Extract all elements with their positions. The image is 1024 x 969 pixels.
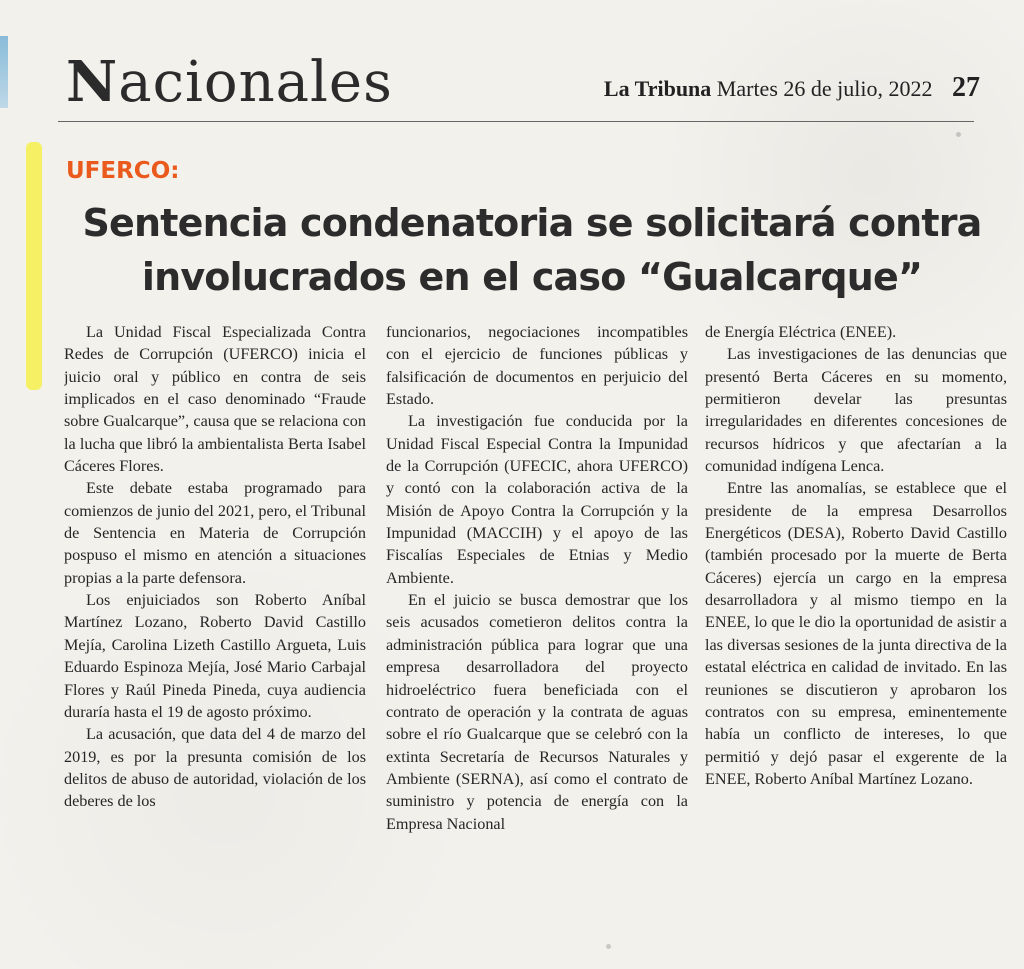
article-column-1	[64, 321, 366, 913]
article-body	[64, 321, 1009, 913]
paragraph: La investigación fue conducida por la Unidad Fiscal Especial Contra la Impunidad de la Corrupción (UFECIC, ahora UFERCO) y contó con la colaboración activa de la Misión de Apoyo Contra la Corrupción y la Impunidad (MACCIH) y el apoyo de las Fiscalías Especiales de Etnias y Medio Ambiente.	[386, 412, 688, 587]
scan-edge-mark	[0, 36, 8, 108]
paragraph: La acusación, que data del 4 de marzo del 2019, es por la presunta comisión de los delitos de abuso de autoridad, violación de los deberes de los	[64, 725, 366, 811]
paragraph: Las investigaciones de las denuncias que presentó Berta Cáceres en su momento, permitieron develar las presuntas irregularidades en diferentes concesiones de recursos hídricos y que afectarían a la comunidad indígena Lenca.	[705, 345, 1007, 476]
scan-speck	[606, 944, 611, 949]
header-rule	[58, 121, 974, 122]
paragraph: Entre las anomalías, se establece que el presidente de la empresa Desarrollos Energéticos (DESA), Roberto David Castillo (también procesado por la muerte de Berta Cáceres) ejercía un cargo en la empresa desarrolladora y al mismo tiempo en la ENEE, lo que le dio la oportunidad de asistir a las diversas sesiones de la junta directiva de la estatal eléctrica en calidad de invitado. En las reuniones se discutieron y aprobaron los contratos con su empresa, eminentemente había un conflicto de intereses, lo que permitió y dejó pasar el exgerente de la ENEE, Roberto Aníbal Martínez Lozano.	[705, 479, 1007, 788]
page-number: 27	[952, 72, 980, 103]
section-title-rest: acionales	[118, 50, 393, 115]
paragraph: La Unidad Fiscal Especializada Contra Redes de Corrupción (UFERCO) inicia el juicio oral y público en contra de seis implicados en el caso denominado “Fraude sobre Gualcarque”, causa que se relaciona con la lucha que libró la ambientalista Berta Isabel Cáceres Flores.	[64, 323, 366, 476]
yellow-highlight-mark	[26, 142, 42, 390]
article-column-2	[386, 321, 688, 913]
paragraph-continued: de Energía Eléctrica (ENEE).	[705, 323, 897, 341]
publication-date: Martes 26 de julio, 2022	[716, 76, 933, 101]
section-title-initial: N	[66, 49, 119, 115]
paragraph: En el juicio se busca demostrar que los seis acusados cometieron delitos contra la administración pública para lograr que una empresa desarrolladora del proyecto hidroeléctrico fuera beneficiada con el contrato de operación y la contrata de aguas sobre el río Gualcarque que se celebró con la extinta Secretaría de Recursos Naturales y Ambiente (SERNA), así como el contrato de suministro y potencia de energía con la Empresa Nacional	[386, 591, 688, 833]
masthead	[604, 74, 980, 103]
article-kicker: UFERCO:	[66, 158, 180, 184]
article-headline: Sentencia condenatoria se solicitará contra involucrados en el caso “Gualcarque”	[82, 201, 982, 299]
paragraph: Este debate estaba programado para comienzos de junio del 2021, pero, el Tribunal de Sentencia en Materia de Corrupción pospuso el mismo en atención a situaciones propias a la parte defensora.	[64, 479, 366, 587]
paragraph: Los enjuiciados son Roberto Aníbal Martínez Lozano, Roberto David Castillo Mejía, Carolina Lizeth Castillo Argueta, Luis Eduardo Espinoza Mejía, José Mario Carbajal Flores y Raúl Pineda Pineda, cuya audiencia duraría hasta el 19 de agosto próximo.	[64, 591, 366, 721]
newspaper-name: La Tribuna	[603, 76, 712, 101]
article-column-3	[705, 321, 1007, 913]
scan-speck	[956, 132, 961, 137]
paragraph-continued: funcionarios, negociaciones incompatibles con el ejercicio de funciones públicas y falsificación de documentos en perjuicio del Estado.	[386, 323, 688, 409]
section-title	[66, 50, 393, 115]
